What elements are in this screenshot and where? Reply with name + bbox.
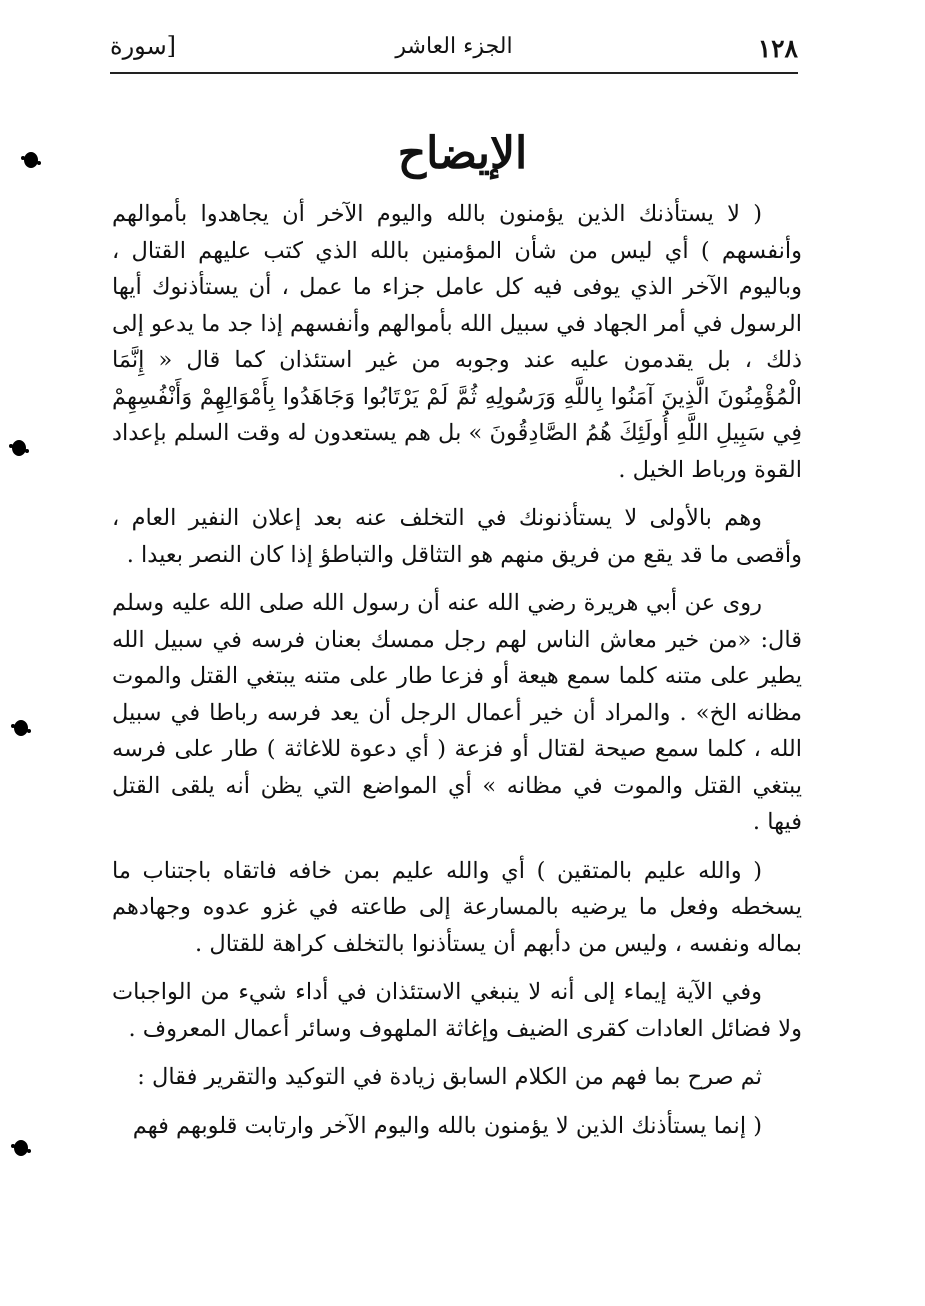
paragraph-4: ( والله عليم بالمتقين ) أي والله عليم بمن خافه فاتقاه باجتناب ما يسخطه وفعل ما يرضيه بالمسارعة إلى طاعته في غزو عدوه وجهادهم بماله ونفسه ، وليس من دأبهم أن يستأذنوا بالتخلف كراهة للقتال . <box>112 857 802 957</box>
paragraph-2: وهم بالأولى لا يستأذنونك في التخلف عنه بعد إعلان النفير العام ، وأقصى ما قد يقع من فريق منهم هو التثاقل والتباطؤ إذا كان النصر بعيدا . <box>112 505 802 568</box>
section-title: الإيضاح <box>397 128 528 179</box>
ink-blot-mark <box>14 720 28 736</box>
running-title: الجزء العاشر <box>395 34 513 59</box>
page-number: ١٢٨ <box>757 34 798 63</box>
ink-blot-mark <box>12 440 26 456</box>
ink-blot-mark <box>24 152 38 168</box>
paragraph-1: ( لا يستأذنك الذين يؤمنون بالله واليوم الآخر أن يجاهدوا بأموالهم وأنفسهم ) أي ليس من شأن المؤمنين بالله الذي كتب عليهم القتال ، وباليوم الآخر الذي يوفى فيه كل عامل جزاء ما عمل ، أن يستأذنوك أيها الرسول في أمر الجهاد في سبيل الله بأموالهم وأنفسهم إذا جد ما يدعو إلى ذلك ، بل يقدمون عليه عند وجوبه من غير استئذان كما قال « إِنَّمَا الْمُؤْمِنُونَ الَّذِينَ آمَنُوا بِاللَّهِ وَرَسُولِهِ ثُمَّ لَمْ يَرْتَابُوا وَجَاهَدُوا بِأَمْوَالِهِمْ وَأَنْفُسِهِمْ فِي سَبِيلِ اللَّهِ أُولَئِكَ هُمُ الصَّادِقُونَ » بل هم يستعدون له وقت السلم بإعداد القوة ورباط الخيل . <box>112 201 802 483</box>
paragraph-5: وفي الآية إيماء إلى أنه لا ينبغي الاستئذان في أداء شيء من الواجبات ولا فضائل العادات كقرى الضيف وإغاثة الملهوف وسائر أعمال المعروف . <box>112 979 802 1042</box>
paragraph-3: روى عن أبي هريرة رضي الله عنه أن رسول الله صلى الله عليه وسلم قال: «من خير معاش الناس لهم رجل ممسك بعنان فرسه في سبيل الله يطير على متنه كلما سمع هيعة أو فزعا طار على متنه يبتغي القتل والموت مظانه الخ» . والمراد أن خير أعمال الرجل أن يعد فرسه رباطا في سبيل الله ، كلما سمع صيحة لقتال أو فزعة ( أي دعوة للاغاثة ) طار على فرسه يبتغي القتل والموت في مظانه » أي المواضع التي يظن أنه يلقى القتل فيها . <box>112 590 802 835</box>
ink-blot-mark <box>14 1140 28 1156</box>
header-rule <box>110 72 798 74</box>
page-header <box>110 28 798 72</box>
surah-label: [سورة <box>110 32 177 60</box>
text-body <box>112 196 802 1144</box>
paragraph-6: ثم صرح بما فهم من الكلام السابق زيادة في التوكيد والتقرير فقال : <box>137 1064 762 1090</box>
paragraph-7: ( إنما يستأذنك الذين لا يؤمنون بالله واليوم الآخر وارتابت قلوبهم فهم <box>132 1112 762 1139</box>
